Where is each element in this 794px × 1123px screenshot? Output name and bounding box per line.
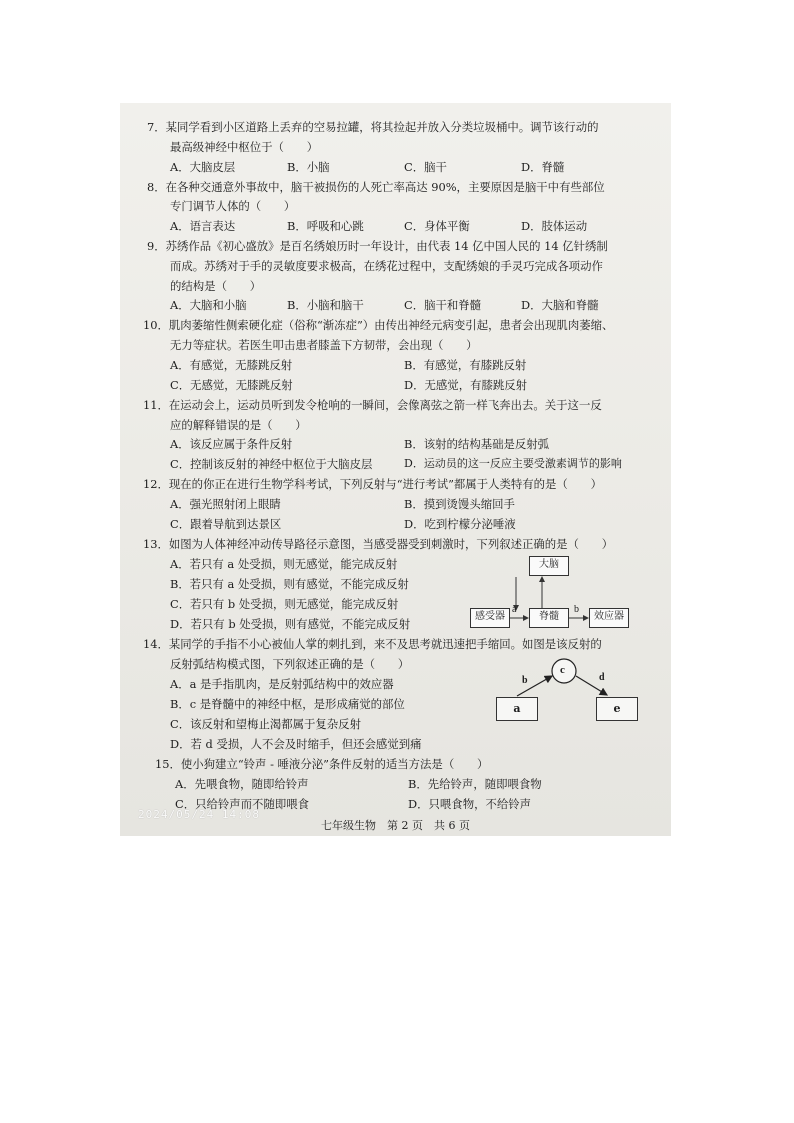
- page-footer: 七年级生物 第 2 页 共 6 页: [321, 819, 470, 832]
- q14-option-c: C．该反射和望梅止渴都属于复杂反射: [170, 717, 361, 731]
- q11-option-c: C．控制该反射的神经中枢位于大脑皮层: [170, 457, 373, 471]
- q9-stem-line2: 而成。苏绣对于手的灵敏度要求极高，在绣花过程中，支配绣娘的手灵巧完成各项动作: [170, 259, 603, 273]
- q11-option-d: D．运动员的这一反应主要受激素调节的影响: [404, 457, 622, 470]
- q8-option-b: B．呼吸和心跳: [287, 219, 364, 233]
- q10-stem-line2: 无力等症状。若医生叩击患者膝盖下方韧带，会出现（ ）: [170, 338, 478, 352]
- node-a-box: a: [496, 697, 538, 721]
- brain-box: 大脑: [529, 556, 569, 576]
- q12-option-a: A．强光照射闭上眼睛: [170, 497, 281, 511]
- q12-option-c: C．跟着导航到达景区: [170, 517, 282, 531]
- q15-option-d: D．只喂食物，不给铃声: [408, 797, 532, 811]
- q15-option-b: B．先给铃声，随即喂食物: [408, 777, 542, 791]
- q8-option-c: C．身体平衡: [404, 219, 470, 233]
- q14-option-d: D．若 d 受损，人不会及时缩手，但还会感觉到痛: [170, 737, 422, 751]
- label-c: c: [560, 664, 565, 676]
- q14-option-a: A．a 是手指肌肉，是反射弧结构中的效应器: [170, 677, 394, 691]
- q11-option-b: B．该射的结构基础是反射弧: [404, 437, 550, 451]
- photo-timestamp: 2024/05/24 14:08: [138, 808, 260, 821]
- q13-option-b: B．若只有 a 处受损，则有感觉，不能完成反射: [170, 577, 409, 591]
- label-d-14: d: [599, 672, 605, 683]
- q15-option-c: C．只给铃声而不随即喂食: [175, 797, 310, 811]
- q12-stem-line1: 12．现在的你正在进行生物学科考试，下列反射与“进行考试”都属于人类特有的是（ ）: [143, 477, 602, 491]
- q9-option-a: A．大脑和小脑: [170, 298, 247, 312]
- label-b-13: b: [574, 604, 579, 615]
- q12-option-b: B．摸到烫馒头缩回手: [404, 497, 515, 511]
- q9-stem-line1: 9．苏绣作品《初心盛放》是百名绣娘历时一年设计，由代表 14 亿中国人民的 14 亿针绣制: [147, 239, 608, 253]
- effector-box: 效应器: [589, 608, 629, 628]
- q13-option-a: A．若只有 a 处受损，则无感觉，能完成反射: [170, 557, 398, 571]
- node-e-box: e: [596, 697, 638, 721]
- q8-stem-line1: 8．在各种交通意外事故中，脑干被损伤的人死亡率高达 90%，主要原因是脑干中有些部位: [147, 180, 605, 194]
- q15-option-a: A．先喂食物，随即给铃声: [175, 777, 309, 791]
- q14-stem-line2: 反射弧结构模式图，下列叙述正确的是（ ）: [170, 657, 410, 671]
- q8-option-d: D．肢体运动: [521, 219, 588, 233]
- q7-option-b: B．小脑: [287, 160, 330, 174]
- q12-option-d: D．吃到柠檬分泌唾液: [404, 517, 516, 531]
- receptor-box: 感受器: [470, 608, 510, 628]
- q13-stem-line1: 13．如图为人体神经冲动传导路径示意图，当感受器受到刺激时，下列叙述正确的是（ ）: [143, 537, 614, 551]
- q11-option-a: A．该反应属于条件反射: [170, 437, 293, 451]
- label-a-13: a: [512, 604, 517, 615]
- q13-option-d: D．若只有 b 处受损，则有感觉，不能完成反射: [170, 617, 411, 631]
- q7-option-c: C．脑干: [404, 160, 447, 174]
- q14-option-b: B．c 是脊髓中的神经中枢，是形成痛觉的部位: [170, 697, 405, 711]
- diagram-14-connectors: [120, 103, 671, 836]
- q10-option-a: A．有感觉，无膝跳反射: [170, 358, 293, 372]
- q7-option-d: D．脊髓: [521, 160, 565, 174]
- q11-stem-line2: 应的解释错误的是（ ）: [170, 418, 307, 432]
- q10-stem-line1: 10．肌肉萎缩性侧索硬化症（俗称“渐冻症”）由传出神经元病变引起，患者会出现肌肉萎缩、: [143, 318, 614, 332]
- exam-page-photo: [120, 103, 671, 836]
- q10-option-b: B．有感觉，有膝跳反射: [404, 358, 527, 372]
- q10-option-d: D．无感觉，有膝跳反射: [404, 378, 528, 392]
- label-b-14: b: [522, 675, 528, 686]
- q15-stem-line1: 15．使小狗建立“铃声 - 唾液分泌”条件反射的适当方法是（ ）: [155, 757, 489, 771]
- q9-option-b: B．小脑和脑干: [287, 298, 364, 312]
- q7-stem-line2: 最高级神经中枢位于（ ）: [170, 140, 319, 154]
- q9-option-c: C．脑干和脊髓: [404, 298, 482, 312]
- q14-stem-line1: 14．某同学的手指不小心被仙人掌的刺扎到，来不及思考就迅速把手缩回。如图是该反射的: [143, 637, 602, 651]
- q7-stem-line1: 7．某同学看到小区道路上丢弃的空易拉罐，将其捡起并放入分类垃圾桶中。调节该行动的: [147, 120, 599, 134]
- spinal-cord-box: 脊髓: [529, 608, 569, 628]
- q9-option-d: D．大脑和脊髓: [521, 298, 599, 312]
- q10-option-c: C．无感觉，无膝跳反射: [170, 378, 293, 392]
- q8-stem-line2: 专门调节人体的（ ）: [170, 199, 296, 213]
- q7-option-a: A．大脑皮层: [170, 160, 236, 174]
- q9-stem-line3: 的结构是（ ）: [170, 279, 262, 293]
- q11-stem-line1: 11．在运动会上，运动员听到发令枪响的一瞬间，会像离弦之箭一样飞奔出去。关于这一反: [143, 398, 602, 412]
- q8-option-a: A．语言表达: [170, 219, 236, 233]
- q13-option-c: C．若只有 b 处受损，则无感觉，能完成反射: [170, 597, 399, 611]
